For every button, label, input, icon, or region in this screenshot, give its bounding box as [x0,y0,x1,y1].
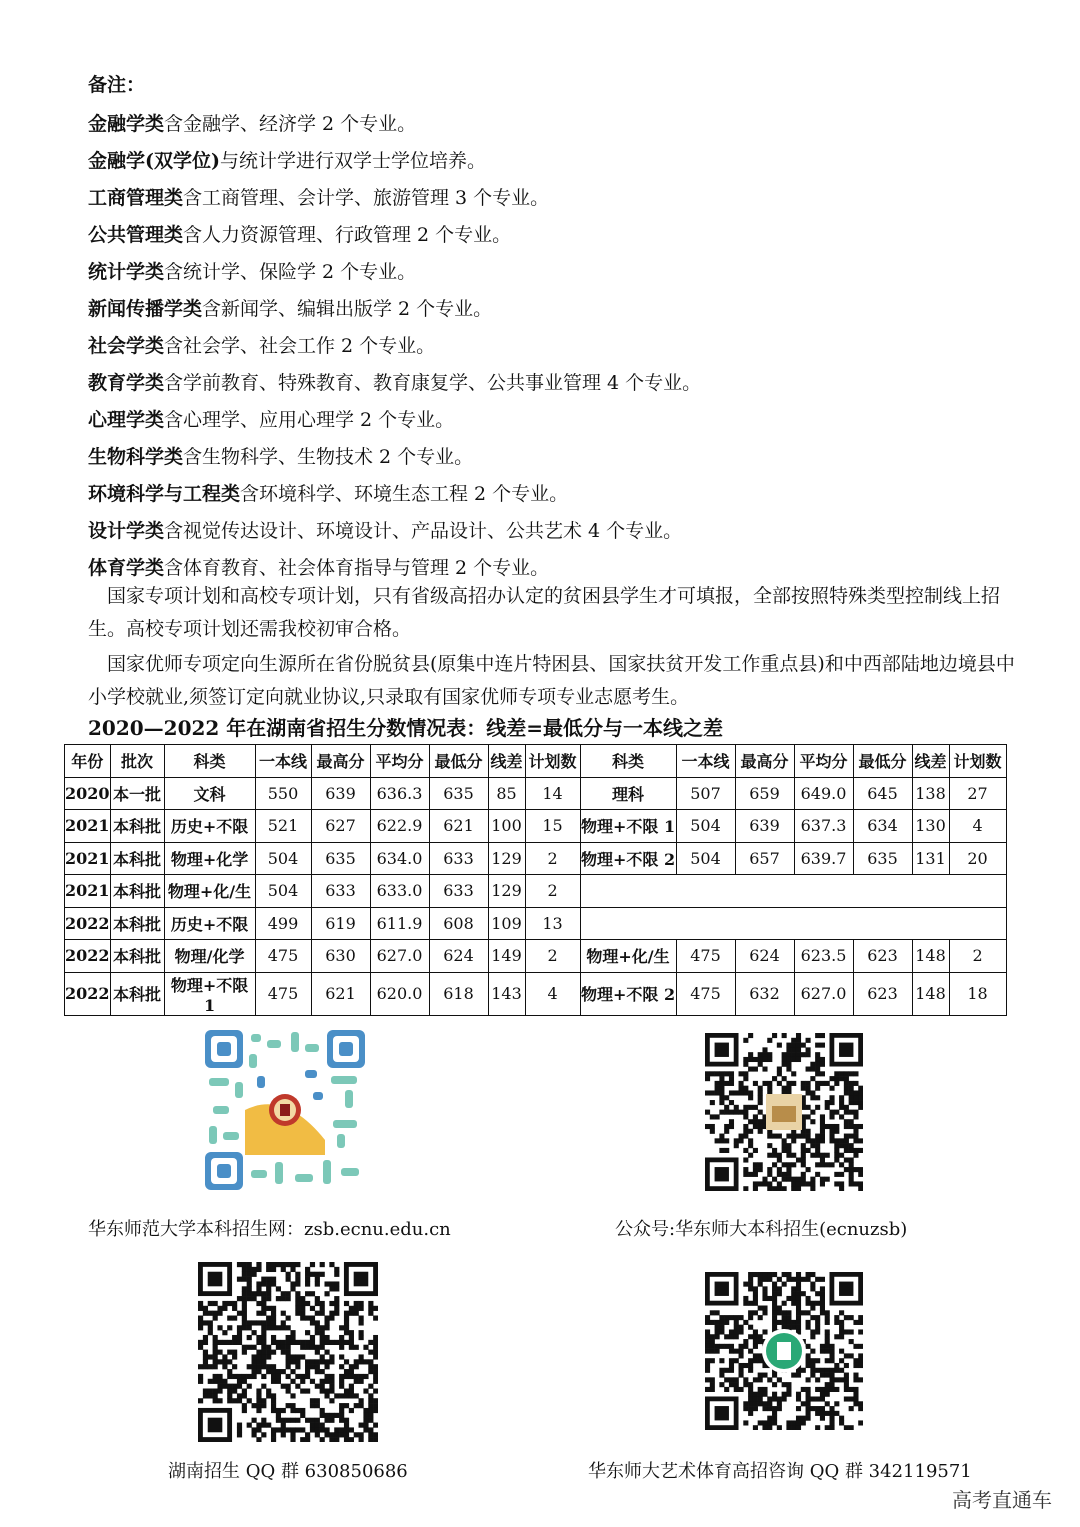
table-header-cell: 平均分 [794,745,853,778]
table-header-row [65,745,1007,778]
art-qq-caption: 华东师大艺术体育高招咨询 QQ 群 342119571 [588,1461,972,1482]
table-header-cell: 科类 [164,745,255,778]
table-cell: 632 [735,972,794,1015]
table-cell: 2 [525,940,580,973]
table-cell: 138 [912,777,949,810]
table-cell: 2 [525,875,580,908]
table-cell: 521 [255,810,311,843]
table-cell: 550 [255,777,311,810]
note-item [88,328,1028,365]
table-cell: 634.0 [370,842,429,875]
table-cell: 2022 [65,972,111,1015]
table-cell: 2020 [65,777,111,810]
note-desc: 含社会学、社会工作 2 个专业。 [164,335,436,357]
table-header-cell: 最低分 [853,745,912,778]
note-desc: 与统计学进行双学士学位培养。 [219,150,486,172]
table-cell: 143 [488,972,525,1015]
table-cell: 622.9 [370,810,429,843]
table-cell: 20 [949,842,1006,875]
table-cell: 623 [853,972,912,1015]
table-cell: 621 [311,972,370,1015]
table-cell: 2021 [65,810,111,843]
note-item [88,476,1028,513]
table-cell: 507 [676,777,735,810]
table-cell: 14 [525,777,580,810]
wechat-caption: 公众号:华东师大本科招生(ecnuzsb) [615,1219,908,1240]
table-cell: 本科批 [110,810,164,843]
table-cell: 物理+不限 2 [580,972,676,1015]
table-cell: 历史+不限 [164,810,255,843]
table-header-cell: 计划数 [949,745,1006,778]
table-cell: 本科批 [110,940,164,973]
table-cell: 18 [949,972,1006,1015]
table-cell: 100 [488,810,525,843]
table-cell: 636.3 [370,777,429,810]
table-cell: 475 [255,972,311,1015]
table-cell: 659 [735,777,794,810]
note-term: 金融学类 [88,113,165,135]
table-cell: 633 [429,875,488,908]
table-cell: 85 [488,777,525,810]
note-term: 心理学类 [88,409,165,431]
notes-section [88,70,1028,587]
note-term: 社会学类 [88,335,165,357]
note-desc: 含新闻学、编辑出版学 2 个专业。 [202,298,493,320]
note-item [88,365,1028,402]
note-term: 新闻传播学类 [88,298,203,320]
note-desc: 含心理学、应用心理学 2 个专业。 [164,409,455,431]
note-term: 教育学类 [88,372,165,394]
table-cell: 618 [429,972,488,1015]
table-header-cell: 线差 [488,745,525,778]
table-row [65,875,1007,908]
note-term: 体育学类 [88,557,165,579]
table-cell: 611.9 [370,907,429,940]
table-cell: 475 [255,940,311,973]
table-cell: 504 [676,842,735,875]
table-cell: 635 [853,842,912,875]
note-item [88,513,1028,550]
table-cell: 620.0 [370,972,429,1015]
table-cell: 27 [949,777,1006,810]
table-cell: 649.0 [794,777,853,810]
table-empty-cell [580,907,1006,940]
table-cell: 4 [949,810,1006,843]
table-header-cell: 一本线 [255,745,311,778]
table-cell: 627.0 [370,940,429,973]
table-row [65,777,1007,810]
table-cell: 499 [255,907,311,940]
hunan-qq-caption: 湖南招生 QQ 群 630850686 [168,1461,408,1482]
table-cell: 2022 [65,907,111,940]
table-cell: 608 [429,907,488,940]
table-cell: 630 [311,940,370,973]
note-term: 生物科学类 [88,446,184,468]
note-desc: 含统计学、保险学 2 个专业。 [164,261,417,283]
table-cell: 129 [488,875,525,908]
watermark: 高考直通车 [952,1488,1052,1512]
table-cell: 本科批 [110,875,164,908]
art-qq-qr-code [705,1272,863,1434]
table-cell: 621 [429,810,488,843]
note-item [88,217,1028,254]
table-row [65,907,1007,940]
table-cell: 物理/化学 [164,940,255,973]
table-cell: 633 [311,875,370,908]
table-cell: 633 [429,842,488,875]
table-cell: 634 [853,810,912,843]
note-item [88,439,1028,476]
table-cell: 2 [525,842,580,875]
table-cell: 本科批 [110,842,164,875]
notes-list [88,106,1028,587]
table-cell: 623.5 [794,940,853,973]
table-cell: 2021 [65,875,111,908]
table-header-cell: 年份 [65,745,111,778]
table-cell: 504 [676,810,735,843]
teacher-plan-paragraph: 国家优师专项定向生源所在省份脱贫县(原集中连片特困县、国家扶贫开发工作重点县)和中西部陆地边境县中小学校就业,须签订定向就业协议,只录取有国家优师专项专业志愿考生。 [88,653,1015,708]
table-cell: 148 [912,940,949,973]
note-term: 统计学类 [88,261,165,283]
table-cell: 本科批 [110,972,164,1015]
table-cell: 131 [912,842,949,875]
table-cell: 623 [853,940,912,973]
table-header-cell: 线差 [912,745,949,778]
table-header-cell: 最高分 [311,745,370,778]
table-header-cell: 平均分 [370,745,429,778]
table-cell: 149 [488,940,525,973]
table-cell: 635 [311,842,370,875]
table-cell: 2 [949,940,1006,973]
table-cell: 639 [311,777,370,810]
table-cell: 130 [912,810,949,843]
note-desc: 含金融学、经济学 2 个专业。 [164,113,417,135]
website-caption: 华东师范大学本科招生网：zsb.ecnu.edu.cn [88,1219,451,1240]
note-item [88,143,1028,180]
table-cell: 129 [488,842,525,875]
note-term: 工商管理类 [88,187,184,209]
note-term: 金融学(双学位) [88,150,220,172]
table-empty-cell [580,875,1006,908]
table-cell: 619 [311,907,370,940]
table-title: 2020—2022 年在湖南省招生分数情况表：线差=最低分与一本线之差 [88,716,724,740]
table-cell: 历史+不限 [164,907,255,940]
table-cell: 639 [735,810,794,843]
table-header-cell: 一本线 [676,745,735,778]
table-cell: 627.0 [794,972,853,1015]
table-cell: 637.3 [794,810,853,843]
table-cell: 645 [853,777,912,810]
table-cell: 15 [525,810,580,843]
table-header-cell: 最高分 [735,745,794,778]
table-cell: 639.7 [794,842,853,875]
table-cell: 物理+不限 1 [580,810,676,843]
table-cell: 物理+化/生 [164,875,255,908]
note-term: 设计学类 [88,520,165,542]
note-desc: 含工商管理、会计学、旅游管理 3 个专业。 [183,187,550,209]
table-cell: 2021 [65,842,111,875]
table-cell: 本科批 [110,907,164,940]
table-cell: 物理+化/生 [580,940,676,973]
table-header-cell: 科类 [580,745,676,778]
table-row [65,940,1007,973]
table-cell: 657 [735,842,794,875]
website-qr-code [205,1030,365,1194]
table-cell: 624 [429,940,488,973]
scores-table [64,744,1007,1016]
hunan-qq-qr-code [198,1262,378,1446]
table-cell: 2022 [65,940,111,973]
note-desc: 含学前教育、特殊教育、教育康复学、公共事业管理 4 个专业。 [164,372,702,394]
table-cell: 13 [525,907,580,940]
note-desc: 含生物科学、生物技术 2 个专业。 [183,446,474,468]
note-item [88,180,1028,217]
note-item [88,106,1028,143]
table-cell: 4 [525,972,580,1015]
note-desc: 含视觉传达设计、环境设计、产品设计、公共艺术 4 个专业。 [164,520,683,542]
notes-title: 备注： [88,74,146,96]
table-cell: 文科 [164,777,255,810]
table-cell: 理科 [580,777,676,810]
note-item [88,291,1028,328]
note-desc: 含体育教育、社会体育指导与管理 2 个专业。 [164,557,550,579]
table-cell: 物理+不限 2 [580,842,676,875]
wechat-qr-code [705,1033,863,1195]
table-cell: 148 [912,972,949,1015]
table-cell: 624 [735,940,794,973]
table-row [65,972,1007,1015]
table-cell: 504 [255,875,311,908]
table-cell: 物理+化学 [164,842,255,875]
note-item [88,254,1028,291]
note-desc: 含环境科学、环境生态工程 2 个专业。 [240,483,569,505]
table-cell: 633.0 [370,875,429,908]
table-cell: 504 [255,842,311,875]
note-item [88,402,1028,439]
table-header-cell: 最低分 [429,745,488,778]
table-cell: 本一批 [110,777,164,810]
table-cell: 627 [311,810,370,843]
table-cell: 109 [488,907,525,940]
table-header-cell: 批次 [110,745,164,778]
table-cell: 475 [676,972,735,1015]
table-row [65,842,1007,875]
table-cell: 物理+不限 1 [164,972,255,1015]
table-header-cell: 计划数 [525,745,580,778]
note-desc: 含人力资源管理、行政管理 2 个专业。 [183,224,512,246]
table-row [65,810,1007,843]
table-cell: 635 [429,777,488,810]
special-plan-paragraph: 国家专项计划和高校专项计划，只有省级高招办认定的贫困县学生才可填报，全部按照特殊类型控制线上招生。高校专项计划还需我校初审合格。 [88,585,1001,640]
note-term: 环境科学与工程类 [88,483,241,505]
note-term: 公共管理类 [88,224,184,246]
table-cell: 475 [676,940,735,973]
